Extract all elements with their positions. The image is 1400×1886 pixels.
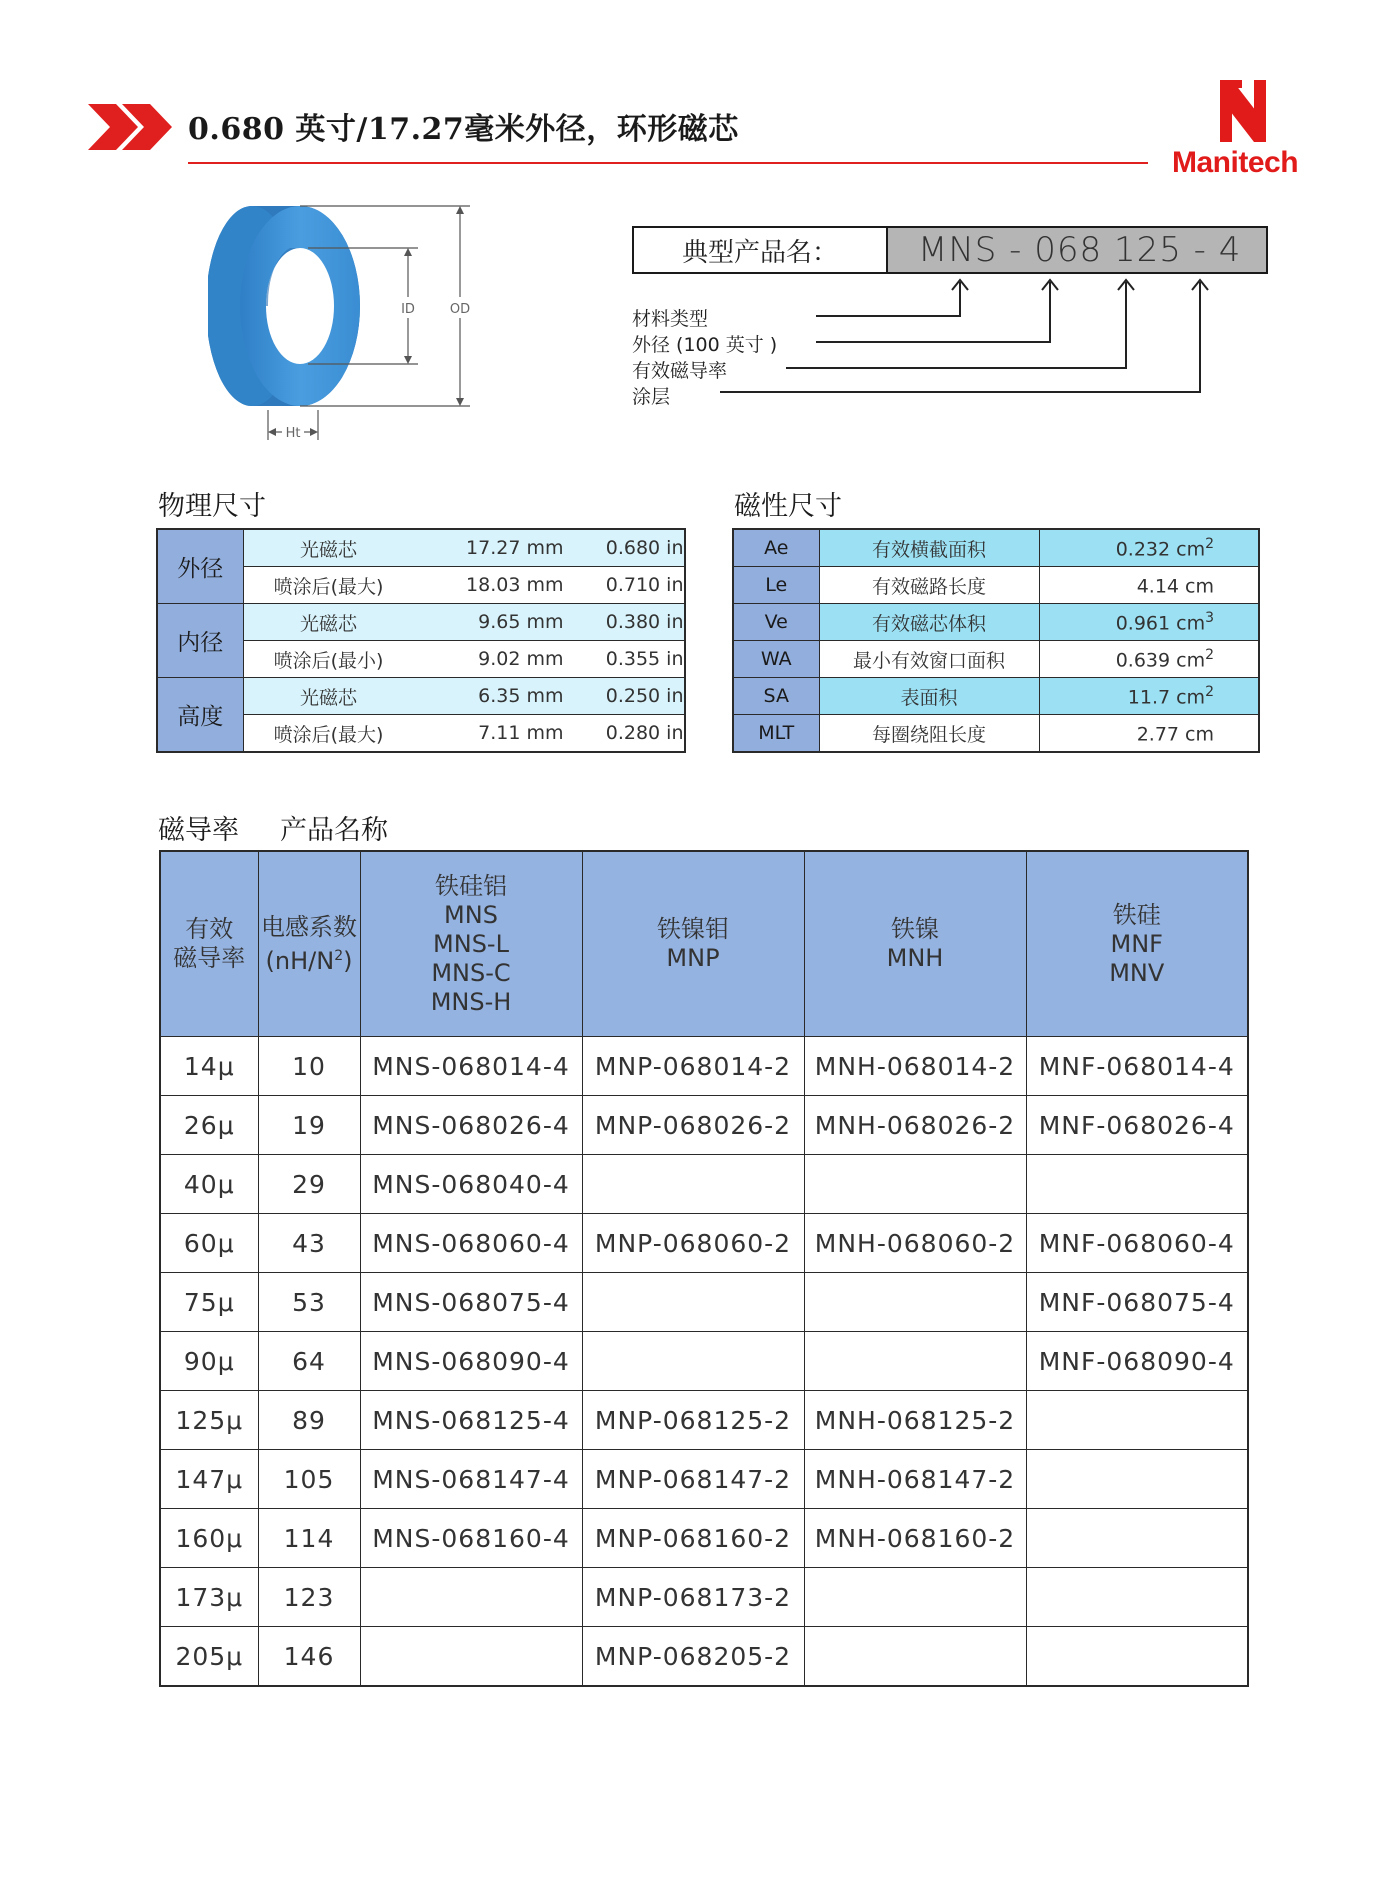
mnh-cell: MNH-068026-2 [804,1096,1026,1155]
mns-cell: MNS-068090-4 [360,1332,582,1391]
mnh-cell [804,1155,1026,1214]
product-names-heading: 产品名称 [280,815,388,846]
table-row: SA 表面积 11.7 $cm^2$ [733,678,1259,715]
al-cell: 29 [258,1155,360,1214]
mnf-cell: MNF-068014-4 [1026,1037,1248,1096]
mnf-cell: MNF-068026-4 [1026,1096,1248,1155]
perm-cell: 40μ [160,1155,258,1214]
al-cell: 43 [258,1214,360,1273]
table-row [160,1450,1248,1509]
mnf-cell [1026,1627,1248,1687]
mnp-cell: MNP-068125-2 [582,1391,804,1450]
mnh-cell: MNH-068060-2 [804,1214,1026,1273]
mnh-cell [804,1568,1026,1627]
title-divider [188,162,1148,164]
mnp-cell: MNP-068205-2 [582,1627,804,1687]
table-row: Le 有效磁路长度 4.14 cm [733,567,1259,604]
table-row: 光磁芯 9.65 mm 0.380 in [243,604,685,641]
table-row: 喷涂后(最大) 18.03 mm 0.710 in [243,567,685,604]
manitech-logo-icon [1172,78,1322,144]
table-row [160,1568,1248,1627]
mnp-cell: MNP-068147-2 [582,1450,804,1509]
legend-coating: 涂层 [632,386,671,408]
perm-cell: 90μ [160,1332,258,1391]
product-name-value: MNS - 068 125 - 4 [888,228,1266,272]
table-row [160,1155,1248,1214]
mnh-cell: MNH-068125-2 [804,1391,1026,1450]
legend-permeability: 有效磁导率 [632,360,728,382]
mns-cell: MNS-068060-4 [360,1214,582,1273]
perm-cell: 147μ [160,1450,258,1509]
mns-cell: MNS-068125-4 [360,1391,582,1450]
al-cell: 89 [258,1391,360,1450]
mns-cell: MNS-068160-4 [360,1509,582,1568]
perm-cell: 14μ [160,1037,258,1096]
mnh-cell: MNH-068147-2 [804,1450,1026,1509]
perm-cell: 26μ [160,1096,258,1155]
mnp-cell [582,1273,804,1332]
table-row [160,1332,1248,1391]
table-row [160,1627,1248,1687]
header-permeability: 有效 磁导率 [160,851,258,1037]
perm-cell: 75μ [160,1273,258,1332]
al-cell: 53 [258,1273,360,1332]
mnp-cell: MNP-068160-2 [582,1509,804,1568]
mnf-cell: MNF-068090-4 [1026,1332,1248,1391]
perm-cell: 60μ [160,1214,258,1273]
table-row [160,1391,1248,1450]
legend-material-type: 材料类型 [632,308,709,330]
mns-cell: MNS-068014-4 [360,1037,582,1096]
al-cell: 123 [258,1568,360,1627]
mnf-cell [1026,1155,1248,1214]
al-cell: 146 [258,1627,360,1687]
mnf-cell: MNF-068060-4 [1026,1214,1248,1273]
physical-dimensions-heading: 物理尺寸 [158,491,266,522]
mnf-cell [1026,1450,1248,1509]
table-row [160,1214,1248,1273]
mnp-cell: MNP-068173-2 [582,1568,804,1627]
mns-cell [360,1627,582,1687]
al-cell: 10 [258,1037,360,1096]
header-mnf: 铁硅 MNF MNV [1026,851,1248,1037]
perm-cell: 125μ [160,1391,258,1450]
perm-cell: 205μ [160,1627,258,1687]
mnp-cell: MNP-068060-2 [582,1214,804,1273]
header-mns: 铁硅铝 MNS MNS-L MNS-C MNS-H [360,851,582,1037]
al-cell: 19 [258,1096,360,1155]
perm-cell: 173μ [160,1568,258,1627]
mnh-cell [804,1332,1026,1391]
table-row: WA 最小有效窗口面积 0.639 $cm^2$ [733,641,1259,678]
mns-cell: MNS-068147-4 [360,1450,582,1509]
mns-cell [360,1568,582,1627]
mnp-cell [582,1155,804,1214]
ht-label: Ht [285,426,301,441]
product-table-body [160,1037,1248,1687]
magnetic-dimensions-table [732,528,1260,753]
table-row [160,1509,1248,1568]
al-cell: 105 [258,1450,360,1509]
al-cell: 114 [258,1509,360,1568]
typical-product-name-box [632,226,1268,274]
physical-dimensions-table [156,528,686,753]
product-name-label: 典型产品名： [634,228,888,272]
mns-cell: MNS-068075-4 [360,1273,582,1332]
mnh-cell: MNH-068160-2 [804,1509,1026,1568]
permeability-heading: 磁导率 [158,815,239,846]
mns-cell: MNS-068040-4 [360,1155,582,1214]
mnf-cell [1026,1509,1248,1568]
legend-outer-diameter: 外径 (100 英寸 ) [632,334,778,356]
group-label: 外径 [157,529,243,604]
header-mnh: 铁镍 MNH [804,851,1026,1037]
header-inductance-factor: 电感系数 $(nH/N^2)$ [258,851,360,1037]
mns-cell: MNS-068026-4 [360,1096,582,1155]
group-label: 高度 [157,678,243,753]
page-title: 0.680 英寸/17.27毫米外径，环形磁芯 [188,112,739,147]
mnh-cell: MNH-068014-2 [804,1037,1026,1096]
mnh-cell [804,1627,1026,1687]
brand-name: Manitech [1172,146,1299,179]
table-row: Ae 有效横截面积 0.232 $cm^2$ [733,529,1259,567]
header-mnp: 铁镍钼 MNP [582,851,804,1037]
table-row: Ve 有效磁芯体积 0.961 $cm^3$ [733,604,1259,641]
table-row: 喷涂后(最大) 7.11 mm 0.280 in [243,715,685,753]
permeability-product-table [159,850,1249,1687]
od-label: OD [449,302,471,317]
table-row: MLT 每圈绕阻长度 2.77 cm [733,715,1259,753]
table-row: 光磁芯 6.35 mm 0.250 in [243,678,685,715]
mnp-cell: MNP-068014-2 [582,1037,804,1096]
toroid-core-diagram [208,200,498,450]
table-row [160,1096,1248,1155]
al-cell: 64 [258,1332,360,1391]
title-chevron-icon [88,104,178,150]
mnf-cell [1026,1391,1248,1450]
table-row: 喷涂后(最小) 9.02 mm 0.355 in [243,641,685,678]
id-label: ID [401,302,415,317]
table-row: 光磁芯 17.27 mm 0.680 in [243,529,685,567]
table-row [160,1037,1248,1096]
mnp-cell [582,1332,804,1391]
mnf-cell [1026,1568,1248,1627]
perm-cell: 160μ [160,1509,258,1568]
group-label: 内径 [157,604,243,678]
mnf-cell: MNF-068075-4 [1026,1273,1248,1332]
mnp-cell: MNP-068026-2 [582,1096,804,1155]
table-row [160,1273,1248,1332]
mnh-cell [804,1273,1026,1332]
magnetic-dimensions-heading: 磁性尺寸 [734,491,842,522]
